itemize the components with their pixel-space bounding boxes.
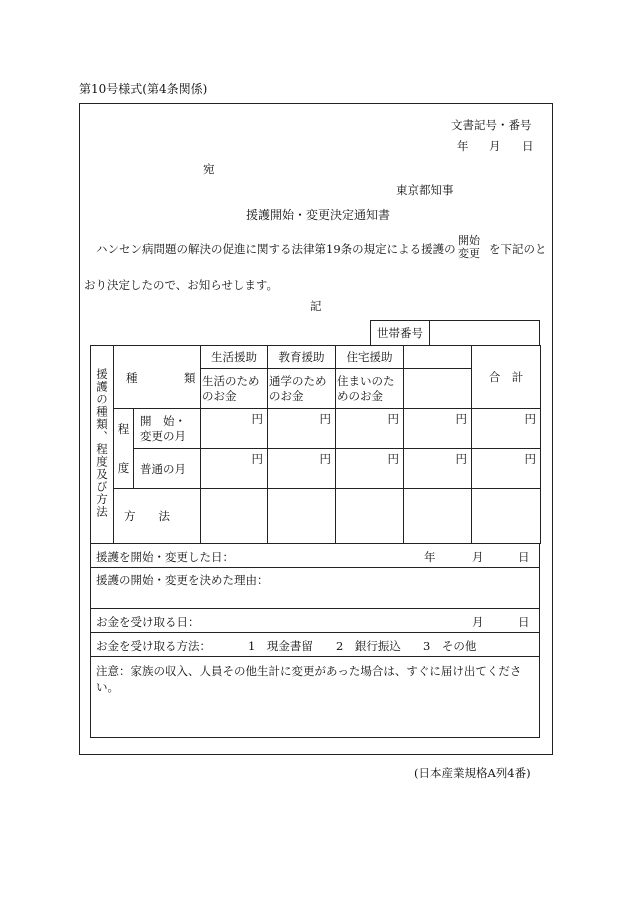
degree-label-1: 程 xyxy=(114,409,134,449)
aid-table xyxy=(90,345,541,544)
document-title: 援護開始・変更決定通知書 xyxy=(246,208,391,222)
start-change-day: 日 xyxy=(518,550,530,564)
note-text: 注意：家族の収入、人員その他生計に変更があった場合は、すぐに届け出てください。 xyxy=(96,664,522,694)
row-start-change-month: 開 始・変更の月 xyxy=(134,409,201,449)
receive-month: 月 xyxy=(472,615,484,629)
receive-method-row xyxy=(91,633,540,657)
col-total: 合 計 xyxy=(472,346,541,409)
date-day: 日 xyxy=(522,139,534,153)
col-housing-aid: 住宅援助 xyxy=(336,346,404,369)
start-change-month: 月 xyxy=(472,550,484,564)
document-number: 文書記号・番号 xyxy=(451,118,532,132)
cell-yen: 円 xyxy=(336,449,404,489)
method-option-cash: 1 現金書留 xyxy=(248,639,313,653)
kind-header-2: 類 xyxy=(184,371,196,385)
cell-method xyxy=(201,489,268,544)
household-number-label: 世帯番号 xyxy=(371,321,430,346)
kind-header-1: 種 xyxy=(126,371,138,385)
row-regular-month: 普通の月 xyxy=(134,449,201,489)
cell-yen: 円 xyxy=(404,409,472,449)
col-living-aid: 生活援助 xyxy=(201,346,268,369)
household-number-value[interactable] xyxy=(430,321,540,346)
method-option-bank: 2 銀行振込 xyxy=(336,639,401,653)
start-change-year: 年 xyxy=(424,550,436,564)
cell-method xyxy=(472,489,541,544)
ki-heading: 記 xyxy=(310,299,322,313)
note-row xyxy=(91,657,540,738)
col-blank-note xyxy=(404,369,472,409)
receive-date-label: お金を受け取る日： xyxy=(96,615,200,629)
receive-date-row xyxy=(91,609,540,633)
body-line-1-end: を下記のと xyxy=(489,242,547,256)
col-blank xyxy=(404,346,472,369)
addressee-suffix: 宛 xyxy=(203,162,215,176)
col-education-aid: 教育援助 xyxy=(268,346,336,369)
col-living-note: 生活のためのお金 xyxy=(201,369,268,409)
cell-yen: 円 xyxy=(472,409,541,449)
degree-label-2: 度 xyxy=(114,449,134,489)
kind-header xyxy=(114,346,201,409)
cell-yen: 円 xyxy=(268,449,336,489)
choice-start: 開始 xyxy=(458,234,480,247)
date-year: 年 xyxy=(457,139,469,153)
choice-change: 変更 xyxy=(458,247,480,260)
reason-label: 援護の開始・変更を決めた理由： xyxy=(96,573,269,587)
cell-yen: 円 xyxy=(268,409,336,449)
receive-method-label: お金を受け取る方法： xyxy=(96,639,211,653)
col-housing-note: 住まいのためのお金 xyxy=(336,369,404,409)
receive-day: 日 xyxy=(518,615,530,629)
start-change-date-row xyxy=(91,544,540,568)
cell-yen: 円 xyxy=(404,449,472,489)
cell-yen: 円 xyxy=(201,449,268,489)
cell-method xyxy=(268,489,336,544)
details-table xyxy=(90,543,540,738)
cell-yen: 円 xyxy=(336,409,404,449)
aid-type-side-label xyxy=(91,346,114,544)
household-number-box xyxy=(370,320,540,346)
method-option-other: 3 その他 xyxy=(423,639,477,653)
date-month: 月 xyxy=(489,139,501,153)
aid-type-side-label-text: 援護の種類、程度及び方法 xyxy=(95,368,109,518)
paper-size-note: (日本産業規格A列4番) xyxy=(414,766,531,780)
reason-row xyxy=(91,568,540,609)
start-change-choice xyxy=(458,234,480,260)
cell-yen: 円 xyxy=(201,409,268,449)
form-number: 第10号様式(第4条関係) xyxy=(79,82,208,96)
issuer: 東京都知事 xyxy=(396,183,454,197)
cell-method xyxy=(336,489,404,544)
body-line-2: おり決定したので、お知らせします。 xyxy=(84,278,279,292)
body-line-1: ハンセン病問題の解決の促進に関する法律第19条の規定による援護の xyxy=(96,242,456,256)
start-change-date-label: 援護を開始・変更した日： xyxy=(96,550,234,564)
cell-method xyxy=(404,489,472,544)
row-method: 方 法 xyxy=(114,489,201,544)
col-education-note: 通学のためのお金 xyxy=(268,369,336,409)
cell-yen: 円 xyxy=(472,449,541,489)
